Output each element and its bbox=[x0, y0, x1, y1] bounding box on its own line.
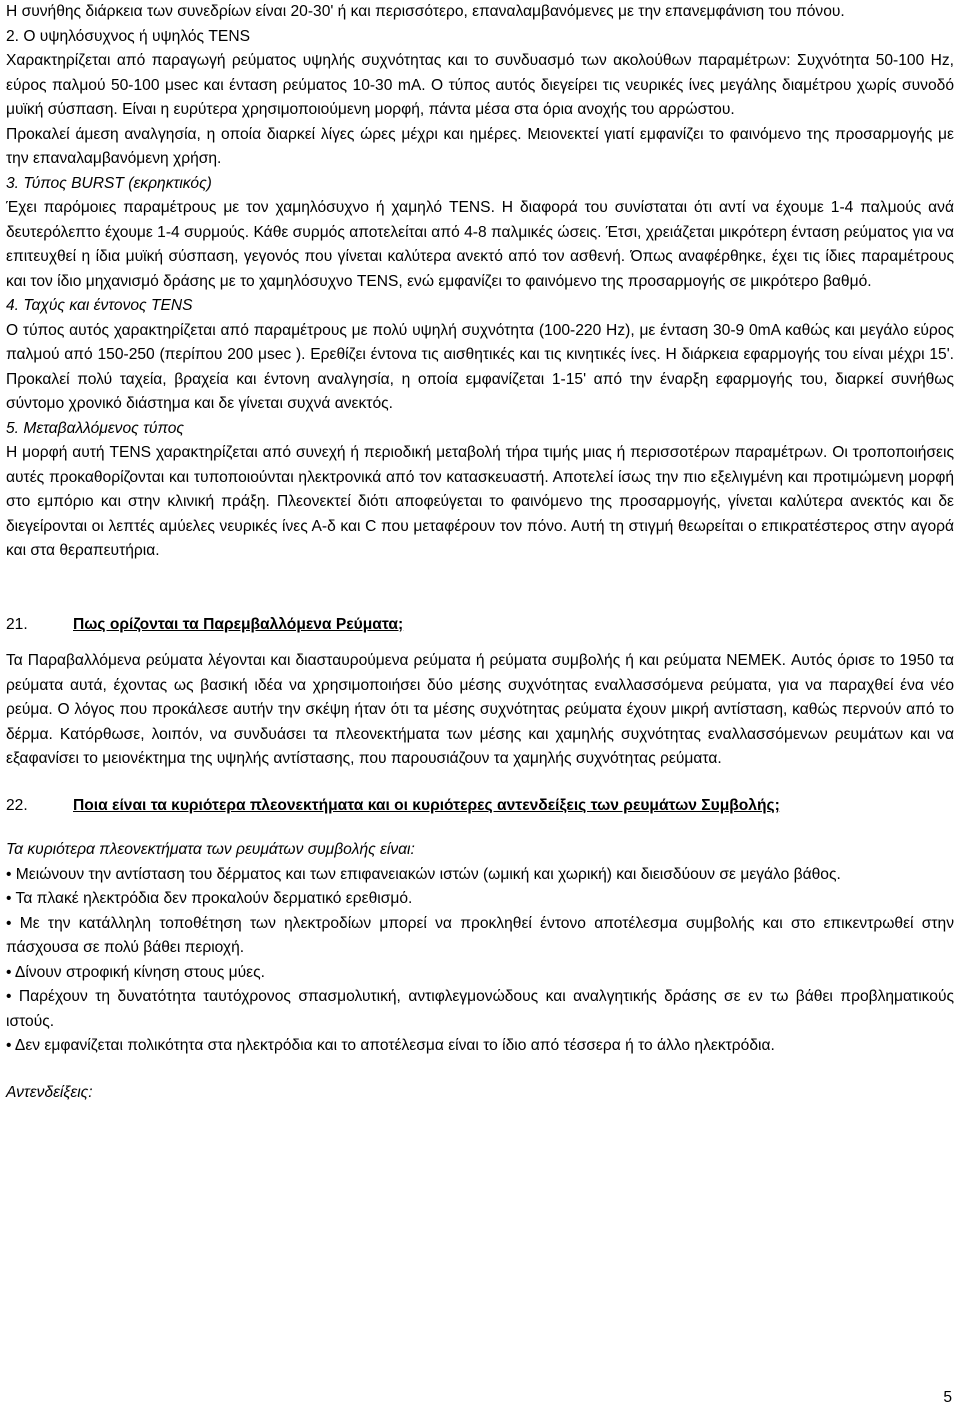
bullet-item: • Δίνουν στροφική κίνηση στους μύες. bbox=[6, 963, 265, 981]
bullet-item: • Δεν εμφανίζεται πολικότητα στα ηλεκτρόδια και το αποτέλεσμα είναι το ίδιο από τέσσερα ή το άλλο ηλεκτρόδια. bbox=[6, 1037, 775, 1054]
question-title: Πως ορίζονται τα Παρεμβαλλόμενα Ρεύματα; bbox=[73, 615, 404, 633]
spacer bbox=[6, 564, 954, 589]
heading-high-tens: 2. Ο υψηλόσυχνος ή υψηλός TENS bbox=[6, 27, 250, 45]
advantages-heading: Τα κυριότερα πλεονεκτήματα των ρευμάτων συμβολής είναι: bbox=[6, 841, 415, 858]
spacer bbox=[6, 772, 954, 794]
bullet-item: • Τα πλακέ ηλεκτρόδια δεν προκαλούν δερματικό ερεθισμό. bbox=[6, 890, 413, 907]
question-21 bbox=[6, 613, 954, 638]
paragraph-high-tens-effects: Προκαλεί άμεση αναλγησία, η οποία διαρκεί λίγες ώρες μέχρι και ημέρες. Μειονεκτεί γιατί εμφανίζει το φαινόμενο της προσαρμογής με την επαναλαμβανόμενη χρήση. bbox=[6, 125, 954, 167]
spacer bbox=[6, 1059, 954, 1081]
paragraph-interferential: Τα Παραβαλλόμενα ρεύματα λέγονται και διασταυρούμενα ρεύματα ή ρεύματα συμβολής ή και ρεύματα NEMEK. Αυτός όρισε το 1950 τα ρεύματα αυτά, έχοντας ως βασική ιδέα να χρησιμοποιήσει δύο μέσης συχνότητας εναλλασσόμενα ρεύματα, για να παραχθεί ένα νέο ρεύμα. Ο λόγος που προκάλεσε αυτήν την σκέψη ήταν ότι τα μέσης συχνότητας ρεύματα έχουν μικρή αντίσταση, καθώς περνούν από το δέρμα. Κατόρθωσε, λοιπόν, να συνδυάσει τα πλεονεκτήματα των μέσης και χαμηλής συχνότητας εναλλασσόμενων ρευμάτων και να εξαφανίσει το μειονέκτημα της υψηλής αντίστασης, που παρουσιάζουν τα χαμηλής συχνότητας ρεύματα. bbox=[6, 652, 954, 767]
paragraph-fast-intense: Ο τύπος αυτός χαρακτηρίζεται από παραμέτρους με πολύ υψηλή συχνότητα (100-220 Hz), με ένταση 30-9 0mA καθώς και μεγάλο εύρος παλμού από 150-250 (περίπου 200 μsec ). Ερεθίζει έντονα τις αισθητικές και τις κινητικές ίνες. Η διάρκεια εφαρμογής του είναι μέχρι 15'. Προκαλεί πολύ ταχεία, βραχεία και έντονη αναλγησία, η οποία εμφανίζεται 1-15' από την έναρξη εφαρμογής του, διαρκεί συνήθως σύντομο χρονικό διάστημα και δε γίνεται συχνά ανεκτός. bbox=[6, 321, 954, 412]
question-number: 21. bbox=[6, 615, 28, 633]
heading-fast-intense: 4. Ταχύς και έντονος TENS bbox=[6, 297, 193, 314]
paragraph-high-tens: Χαρακτηρίζεται από παραγωγή ρεύματος υψηλής συχνότητας και το συνδυασμό των ακολούθων παραμέτρων: Συχνότητα 50-100 Hz, εύρος παλμού 50-100 μsec και ένταση ρεύματος 10-30 mA. Ο τύπος αυτός διεγείρει τις νευρικές ίνες μεγάλης διαμέτρου χωρίς συνοδό μυϊκή σύσπαση. Είναι η ευρύτερα χρησιμοποιούμενη μορφή, πάντα μέσα στα όρια ανοχής του αρρώστου. bbox=[6, 52, 954, 118]
contraindications-heading: Αντενδείξεις: bbox=[6, 1083, 93, 1101]
paragraph-variable: Η μορφή αυτή TENS χαρακτηρίζεται από συνεχή ή περιοδική μεταβολή τήρα τιμής μιας ή περισσοτέρων παραμέτρων. Οι τροποποιήσεις αυτές προκαθορίζονται και τυποποιούνται ηλεκτρονικά από τον κατασκευαστή. Αποτελεί ίσως την πιο εξελιγμένη και προτιμώμενη μορφή στο εμπόριο και στην κλινική πράξη. Πλεονεκτεί διότι αποφεύγεται το φαινόμενο της προσαρμογής, γίνεται καλύτερα ανεκτός και δε διεγείρονται οι λεπτές αμύελες νευρικές ίνες Α-δ και C που μεταφέρουν τον πόνο. Αυτή τη στιγμή θεωρείται ο επικρατέστερος στην αγορά και στα θεραπευτήρια. bbox=[6, 444, 954, 559]
question-22 bbox=[6, 794, 954, 819]
document-page bbox=[6, 0, 954, 1105]
spacer bbox=[6, 818, 954, 838]
spacer bbox=[6, 637, 954, 649]
bullet-item: • Με την κατάλληλη τοποθέτηση των ηλεκτροδίων μπορεί να προκληθεί έντονο αποτέλεσμα συμβολής και στο επικεντρωθεί στην πάσχουσα σε πολύ βάθει περιοχή. bbox=[6, 914, 954, 956]
bullet-item: • Παρέχουν τη δυνατότητα ταυτόχρονος σπασμολυτική, αντιφλεγμονώδους και αναλγητικής δράσης σε εν τω βάθει προβληματικούς ιστούς. bbox=[6, 988, 954, 1030]
paragraph-session-duration: Η συνήθης διάρκεια των συνεδρίων είναι 20-30' ή και περισσότερο, επαναλαμβανόμενες με την επανεμφάνιση του πόνου. bbox=[6, 3, 845, 20]
heading-burst: 3. Τύπος BURST (εκρηκτικός) bbox=[6, 174, 212, 192]
page-number: 5 bbox=[943, 1389, 952, 1406]
heading-variable: 5. Μεταβαλλόμενος τύπος bbox=[6, 419, 184, 437]
paragraph-burst: Έχει παρόμοιες παραμέτρους με τον χαμηλόσυχνο ή χαμηλό TENS. Η διαφορά του συνίσταται ότι αντί να έχουμε 1-4 παλμούς ανά δευτερόλεπτο έχουμε 1-4 συρμούς. Κάθε συρμός αποτελείται από 4-8 παλμικές ώσεις. Έτσι, χρειάζεται μικρότερη ένταση ρεύματος για να επιτευχθεί η ίδια μυϊκή σύσπαση, γεγονός που γίνεται καλύτερα ανεκτό από τον ασθενή. Όπως αναφέρθηκε, έχει τις ίδιες παραμέτρους και τον ίδιο μηχανισμό δράσης με το χαμηλόσυχνο TENS, ενώ εμφανίζει το φαινόμενο της προσαρμογής σε μικρότερο βαθμό. bbox=[6, 199, 954, 290]
question-title: Ποια είναι τα κυριότερα πλεονεκτήματα και οι κυριότερες αντενδείξεις των ρευμάτων Συμβολής; bbox=[73, 796, 780, 814]
question-number: 22. bbox=[6, 796, 28, 814]
bullet-item: • Μειώνουν την αντίσταση του δέρματος και των επιφανειακών ιστών (ωμική και χωρική) και διεισδύουν σε μεγάλο βάθος. bbox=[6, 865, 841, 883]
spacer bbox=[6, 588, 954, 613]
